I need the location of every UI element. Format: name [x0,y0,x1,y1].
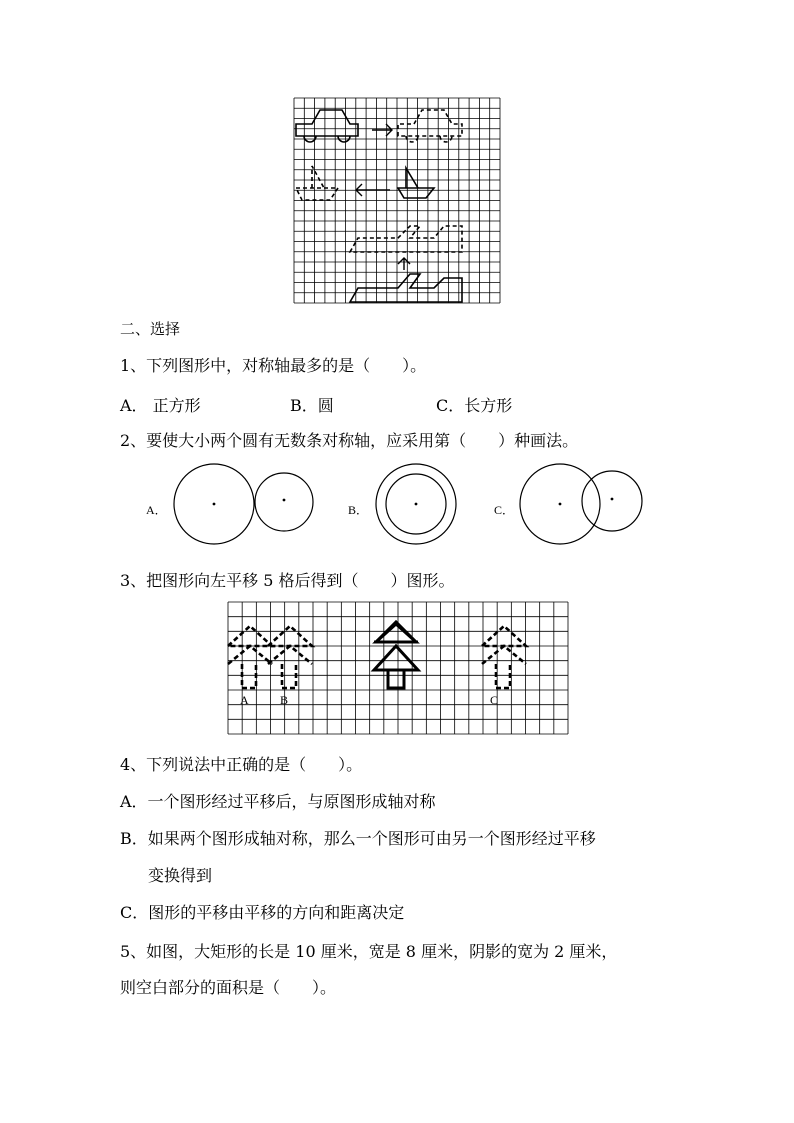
q3-label-c: C [490,693,499,707]
section-heading: 二、选择 [120,320,181,338]
q1-option-b: B．圆 [290,396,334,415]
q2-label-a: A． [146,503,167,517]
q2-circle-options [140,462,660,548]
q4-option-a: A．一个图形经过平移后，与原图形成轴对称 [120,792,436,811]
q4-option-b-continued: 变换得到 [148,866,213,885]
q1-option-c: C．长方形 [436,396,513,415]
question-5-line-2: 则空白部分的面积是（ ）。 [120,978,337,997]
q3-label-a: A [240,693,249,707]
q1-option-a: A． 正方形 [120,396,201,415]
q3-tree-grid [228,602,568,734]
q3-label-b: B [280,693,289,707]
q4-option-c: C．图形的平移由平移的方向和距离决定 [120,903,405,922]
q4-option-b: B．如果两个图形成轴对称，那么一个图形可由另一个图形经过平移 [120,829,596,848]
q2-label-c: C． [494,503,515,517]
question-2: 2、要使大小两个圆有无数条对称轴，应采用第（ ）种画法。 [120,431,579,450]
q2-label-b: B． [348,503,369,517]
translation-grid-figure [294,98,500,303]
question-1: 1、下列图形中，对称轴最多的是（ ）。 [120,356,427,375]
question-4: 4、下列说法中正确的是（ ）。 [120,755,363,774]
question-5-line-1: 5、如图，大矩形的长是 10 厘米，宽是 8 厘米，阴影的宽为 2 厘米， [120,942,618,961]
question-3: 3、把图形向左平移 5 格后得到（ ）图形。 [120,571,455,590]
